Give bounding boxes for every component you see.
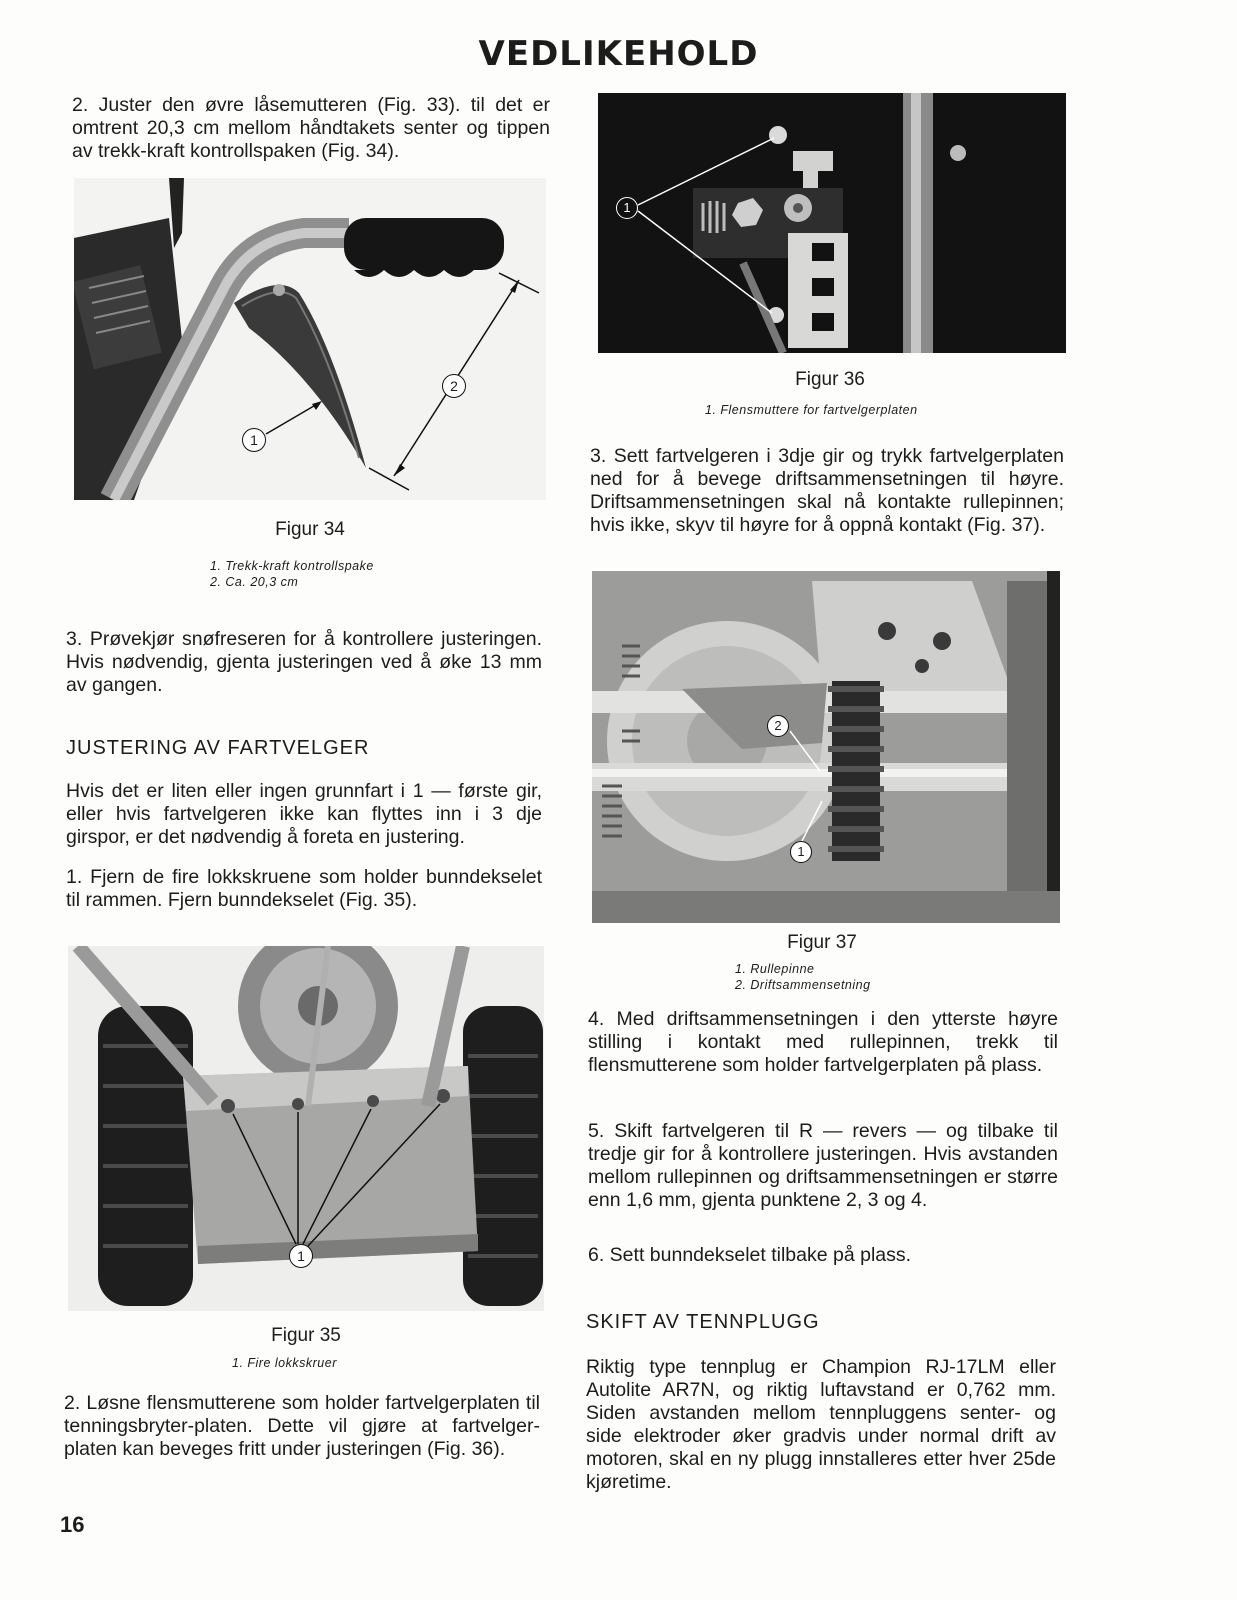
figure-37-callout-2: 2 <box>767 715 789 737</box>
figure-36-photo <box>598 93 1066 353</box>
figure-34-callout-2: 2 <box>442 374 466 398</box>
figure-37-callout-1: 1 <box>790 841 812 863</box>
figure-35-legend-item-1: 1. Fire lokkskruer <box>232 1356 337 1370</box>
spark-plug-paragraph: Riktig type tennplug er Champion RJ-17LM eller Autolite AR7N, og riktig luftavstand er 0,762 mm. Siden avstanden mellom tennpluggens senter- og side elektroder øker gradvis under normal drift av motoren, skal en ny plugg innstalleres etter hver 25de kjøretime. <box>586 1356 1056 1493</box>
figure-34-caption: Figur 34 <box>275 519 345 540</box>
step-2-loosen-nuts: 2. Løsne flensmutterene som holder fartvelgerplaten til tenningsbryter-platen. Dette vil gjøre at fartvelger-platen kan beveges fritt under justeringen (Fig. 36). <box>64 1392 540 1460</box>
figure-37-caption: Figur 37 <box>787 932 857 953</box>
figure-37-legend <box>735 961 871 993</box>
figure-36-legend <box>705 402 918 418</box>
figure-35-photo <box>68 946 544 1311</box>
heading-skift-av-tennplugg: SKIFT AV TENNPLUGG <box>586 1311 820 1333</box>
figure-36-caption: Figur 36 <box>795 369 865 390</box>
figure-35-legend <box>232 1355 337 1371</box>
step-5-check-adjustment: 5. Skift fartvelgeren til R — revers — og tilbake til tredje gir for å kontrollere justeringen. Hvis avstanden mellom rullepinnen og driftsammensetningen er større enn 1,6 mm, gjenta punktene 2, 3 og 4. <box>588 1120 1058 1211</box>
figure-34-legend <box>210 558 374 590</box>
figure-35-caption: Figur 35 <box>271 1325 341 1346</box>
figure-34-legend-item-2: 2. Ca. 20,3 cm <box>210 575 299 589</box>
page-title: VEDLIKEHOLD <box>478 34 759 74</box>
page-number: 16 <box>60 1512 85 1537</box>
step-6-reinstall-cover: 6. Sett bunndekselet tilbake på plass. <box>588 1244 912 1266</box>
intro-paragraph: Hvis det er liten eller ingen grunnfart i 1 — første gir, eller hvis fartvelgeren ikke kan flyttes inn i 3 dje girspor, er det nødvendig å foreta en justering. <box>66 780 542 848</box>
figure-37-legend-item-1: 1. Rullepinne <box>735 962 815 976</box>
step-1-remove-cover: 1. Fjern de fire lokkskruene som holder bunndekselet til rammen. Fjern bunndekselet (Fig. 35). <box>66 866 542 911</box>
figure-34-photo <box>74 178 546 500</box>
figure-36-legend-item-1: 1. Flensmuttere for fartvelgerplaten <box>705 403 918 417</box>
heading-justering-av-fartvelger: JUSTERING AV FARTVELGER <box>66 737 370 759</box>
step-2-upper-locknut: 2. Juster den øvre låsemutteren (Fig. 33). til det er omtrent 20,3 cm mellom håndtakets senter og tippen av trekk-kraft kontrollspaken (Fig. 34). <box>72 94 550 162</box>
step-3-test-run: 3. Prøvekjør snøfreseren for å kontrollere justeringen. Hvis nødvendig, gjenta justeringen ved å øke 13 mm av gangen. <box>66 628 542 696</box>
step-3-move-drive-assembly: 3. Sett fartvelgeren i 3dje gir og trykk fartvelgerplaten ned for å bevege driftsammensetningen til høyre. Driftsammensetningen skal nå kontakte rullepinnen; hvis ikke, skyv til høyre for å oppnå kontakt (Fig. 37). <box>590 445 1064 536</box>
figure-35-callout-1: 1 <box>289 1244 313 1268</box>
step-4-tighten-nuts: 4. Med driftsammensetningen i den ytterste høyre stilling i kontakt med rullepinnen, trekk til flensmutterene som holder fartvelgerplaten på plass. <box>588 1008 1058 1076</box>
figure-34-legend-item-1: 1. Trekk-kraft kontrollspake <box>210 559 374 573</box>
figure-36-callout-1: 1 <box>616 197 638 219</box>
figure-37-legend-item-2: 2. Driftsammensetning <box>735 978 871 992</box>
figure-34-callout-1: 1 <box>242 428 266 452</box>
figure-37-photo <box>592 571 1060 923</box>
